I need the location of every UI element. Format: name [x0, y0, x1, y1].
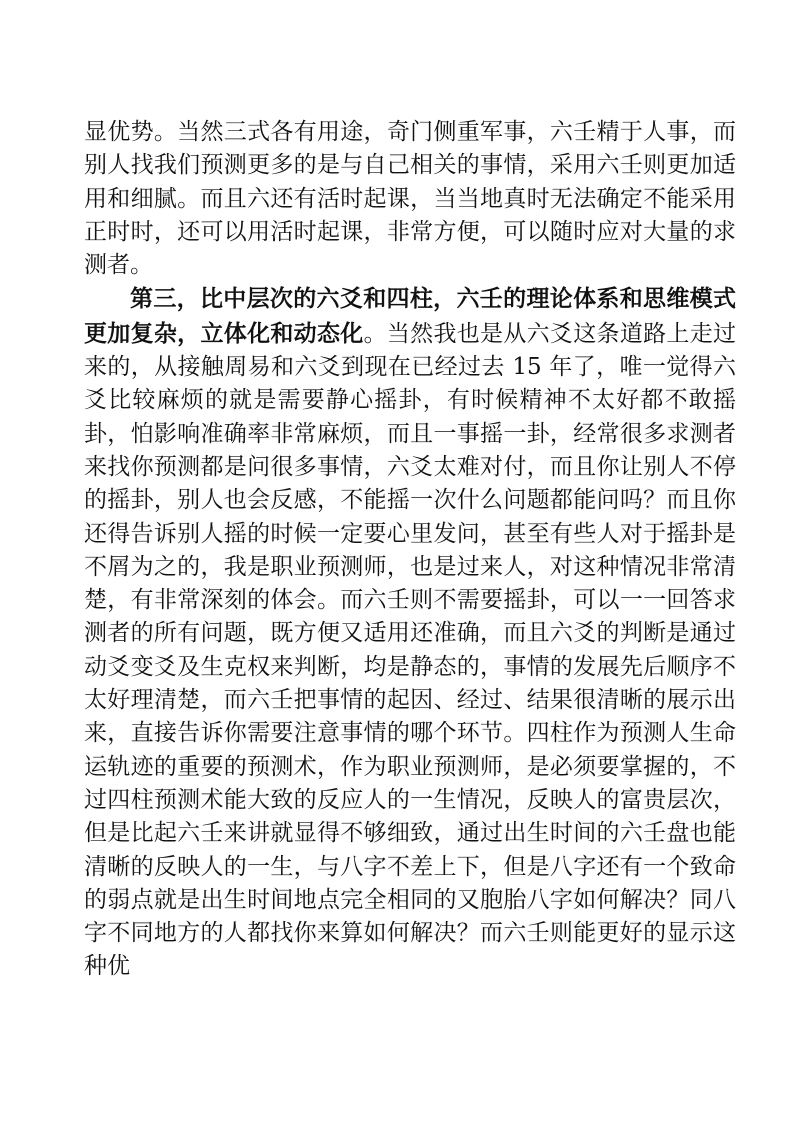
paragraph-heading-bold: 第三，比中层次的六爻和四柱，六壬的理论体系和思维模式更加复杂，立体化和动态化 — [84, 285, 736, 347]
paragraph-continuation — [84, 116, 736, 282]
paragraph-text: 。当然我也是从六爻这条道路上走过来的，从接触周易和六爻到现在已经过去 15 年了，唯一觉得六爻比较麻烦的就是需要静心摇卦，有时候精神不太好都不敢摇卦，怕影响准确率非常麻烦，而且一事摇一卦，经常很多求测者来找你预测都是问很多事情，六爻太难对付，而且你让别人不停的摇卦，别人也会反感，不能摇一次什么问题都能问吗？而且你还得告诉别人摇的时候一定要心里发问，甚至有些人对于摇卦是不屑为之的，我是职业预测师，也是过来人，对这种情况非常清楚，有非常深刻的体会。而六壬则不需要摇卦，可以一一回答求测者的所有问题，既方便又适用还准确，而且六爻的判断是通过动爻变爻及生克权来判断，均是静态的，事情的发展先后顺序不太好理清楚，而六壬把事情的起因、经过、结果很清晰的展示出来，直接告诉你需要注意事情的哪个环节。四柱作为预测人生命运轨迹的重要的预测术，作为职业预测师，是必须要掌握的，不过四柱预测术能大致的反应人的一生情况，反映人的富贵层次，但是比起六壬来讲就显得不够细致，通过出生时间的六壬盘也能清晰的反映人的一生，与八字不差上下，但是八字还有一个致命的弱点就是出生时间地点完全相同的又胞胎八字如何解决？同八字不同地方的人都找你来算如何解决？而六壬则能更好的显示这种优 — [84, 320, 737, 980]
paragraph-text: 显优势。当然三式各有用途，奇门侧重军事，六壬精于人事，而别人找我们预测更多的是与自己相关的事情，采用六壬则更加适用和细腻。而且六还有活时起课，当当地真时无法确定不能采用正时时，还可以用活时起课，非常方便，可以随时应对大量的求测者。 — [84, 119, 736, 279]
paragraph-third-point — [84, 282, 736, 983]
body-text — [84, 116, 736, 984]
